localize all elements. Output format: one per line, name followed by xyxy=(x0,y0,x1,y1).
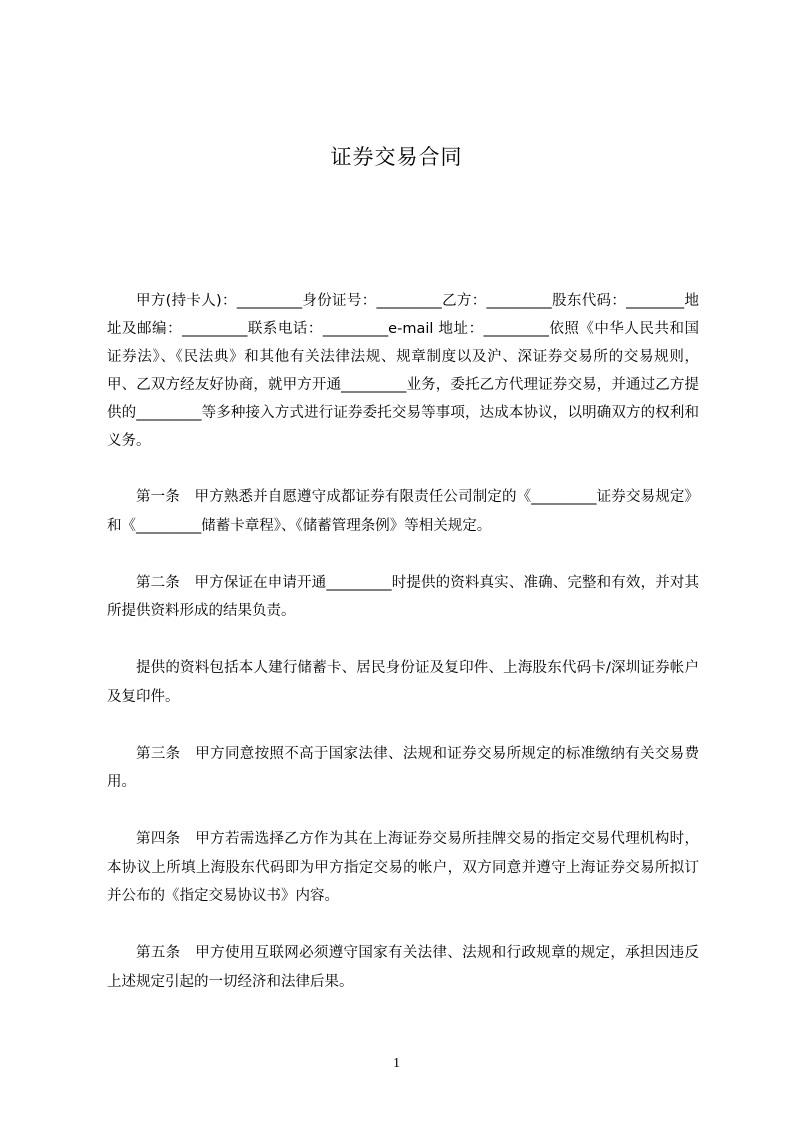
paragraph-article-5: 第五条 甲方使用互联网必须遵守国家有关法律、法规和行政规章的规定，承担因违反上述规定引起的一切经济和法律后果。 xyxy=(107,945,699,990)
document-body xyxy=(107,287,699,1025)
document-title: 证券交易合同 xyxy=(330,145,463,169)
paragraph-article-3: 第三条 甲方同意按照不高于国家法律、法规和证券交易所规定的标准缴纳有关交易费用。 xyxy=(107,745,699,790)
paragraph-article-2: 第二条 甲方保证在申请开通_________时提供的资料真实、准确、完整和有效，并对其所提供资料形成的结果负责。 xyxy=(107,574,699,619)
paragraph-article-1: 第一条 甲方熟悉并自愿遵守成都证券有限责任公司制定的《_________证券交易规定》和《_________储蓄卡章程》、《储蓄管理条例》等相关规定。 xyxy=(107,489,699,534)
paragraph-intro: 甲方(持卡人)：_________身份证号：_________乙方：_________股东代码：________地址及邮编：_________联系电话：_________e-mail 地址：_________依照《中华人民共和国证券法》、《民法典》和其他有关法律法规、规章制度以及沪、深证券交易所的交易规则，甲、乙双方经友好协商，就甲方开通_________业务，委托乙方代理证券交易，并通过乙方提供的_________等多种接入方式进行证券委托交易等事项，达成本协议，以明确双方的权利和义务。 xyxy=(107,293,699,449)
paragraph-article-4: 第四条 甲方若需选择乙方作为其在上海证券交易所挂牌交易的指定交易代理机构时，本协议上所填上海股东代码即为甲方指定交易的帐户，双方同意并遵守上海证券交易所拟订并公布的《指定交易协议书》内容。 xyxy=(107,831,699,904)
paragraph-materials: 提供的资料包括本人建行储蓄卡、居民身份证及复印件、上海股东代码卡/深圳证券帐户及复印件。 xyxy=(107,660,699,705)
page-number: 1 xyxy=(393,1056,400,1071)
